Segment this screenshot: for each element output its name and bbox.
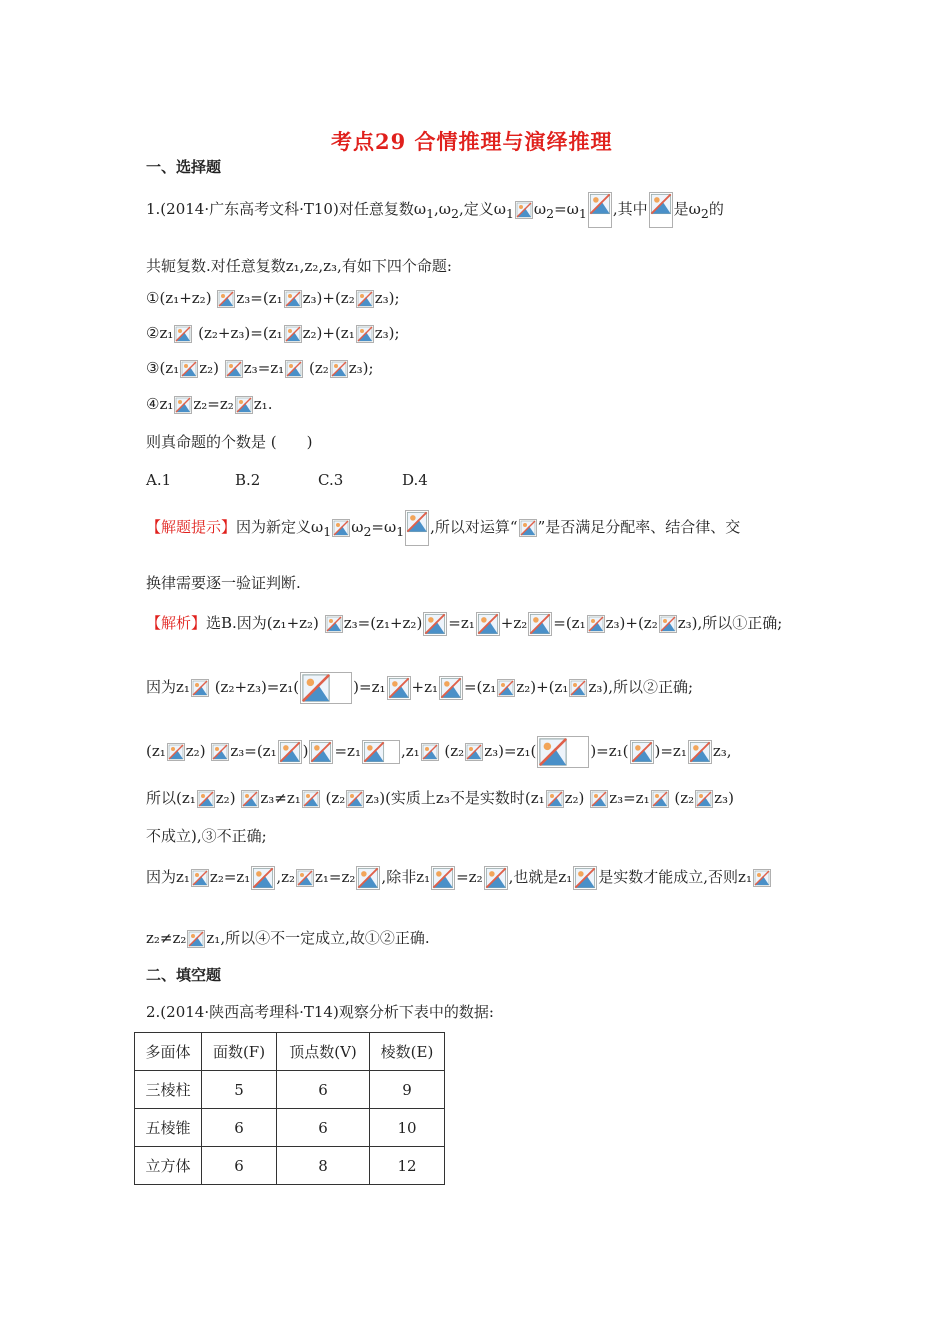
broken-image-icon <box>174 325 192 343</box>
broken-image-icon <box>519 519 537 537</box>
solution-line6: 因为z₁ z₂=z₁ ,z₂ z₁=z₂ ,除非z₁ =z₂ ,也就是z₁ 是实数才能成立,否则z₁ <box>146 866 772 890</box>
q1-prop2: ②z₁ (z₂+z₃)=(z₁ z₂)+(z₁ z₃); <box>146 324 400 342</box>
table-cell: 6 <box>277 1109 370 1147</box>
broken-image-icon <box>302 790 320 808</box>
broken-image-icon <box>465 743 483 761</box>
table-cell: 6 <box>202 1147 277 1185</box>
table-cell: 五棱锥 <box>135 1109 202 1147</box>
broken-image-icon <box>588 192 612 228</box>
table-cell: 9 <box>370 1071 445 1109</box>
broken-image-icon <box>497 679 515 697</box>
q1-prop3: ③(z₁ z₂) z₃=z₁ (z₂ z₃); <box>146 359 374 377</box>
broken-image-icon <box>217 290 235 308</box>
table-row <box>135 1109 445 1147</box>
q1-line1: 1.(2014·广东高考文科·T10)对任意复数$\omega_1,\omega_2$,定义$\omega_1$ $\omega_2=\omega_1$ ,其中 是$\omega_2$的 <box>146 192 724 228</box>
broken-image-icon <box>191 869 209 887</box>
q1-option-b: B.2 <box>235 471 261 489</box>
broken-image-icon <box>476 612 500 636</box>
broken-image-icon <box>587 615 605 633</box>
broken-image-icon <box>225 360 243 378</box>
solution-line1: 【解析】选B.因为(z₁+z₂) z₃=(z₁+z₂) =z₁ +z₂ =(z₁ z₃)+(z₂ z₃),所以①正确; <box>146 612 782 636</box>
hint-tag: 【解题提示】 <box>146 518 237 536</box>
table-cell: 5 <box>202 1071 277 1109</box>
q2-text: 2.(2014·陕西高考理科·T14)观察分析下表中的数据: <box>146 1003 494 1021</box>
solution-line2: 因为z₁ (z₂+z₃)=z₁( )=z₁ +z₁ =(z₁ z₂)+(z₁ z₃),所以②正确; <box>146 672 693 704</box>
q1-question: 则真命题的个数是 ( ) <box>146 433 313 451</box>
broken-image-icon <box>431 866 455 890</box>
broken-image-icon <box>569 679 587 697</box>
broken-image-icon <box>174 396 192 414</box>
table-header-row <box>135 1033 445 1071</box>
hint-line2: 换律需要逐一验证判断. <box>146 574 301 592</box>
table-cell: 6 <box>202 1109 277 1147</box>
broken-image-icon <box>346 790 364 808</box>
hint-line1: 【解题提示】因为新定义$\omega_1$ $\omega_2=\omega_1$ ,所以对运算“ ”是否满足分配率、结合律、交 <box>146 510 740 546</box>
broken-image-icon <box>356 325 374 343</box>
table-header-cell: 棱数(E) <box>370 1033 445 1071</box>
table-row <box>135 1071 445 1109</box>
broken-image-icon <box>484 866 508 890</box>
broken-image-icon <box>423 612 447 636</box>
table-header-cell: 多面体 <box>135 1033 202 1071</box>
solution-line7: z₂≠z₂ z₁,所以④不一定成立,故①②正确. <box>146 929 430 947</box>
q1-line2: 共轭复数.对任意复数z₁,z₂,z₃,有如下四个命题: <box>146 257 452 275</box>
table-cell: 立方体 <box>135 1147 202 1185</box>
broken-image-icon <box>573 866 597 890</box>
broken-image-icon <box>325 615 343 633</box>
q1-option-c: C.3 <box>318 471 344 489</box>
broken-image-icon <box>421 743 439 761</box>
broken-image-icon <box>649 192 673 228</box>
table-row <box>135 1147 445 1185</box>
broken-image-icon <box>180 360 198 378</box>
solution-line3: (z₁ z₂) z₃=(z₁ ) =z₁ ,z₁ (z₂ z₃)=z₁( )=z₁( )=z₁ z₃, <box>146 736 732 768</box>
broken-image-icon <box>241 790 259 808</box>
broken-image-icon <box>187 930 205 948</box>
table-cell: 8 <box>277 1147 370 1185</box>
broken-image-icon <box>515 201 533 219</box>
broken-image-icon <box>191 679 209 697</box>
broken-image-icon <box>362 740 400 764</box>
broken-image-icon <box>439 676 463 700</box>
broken-image-icon <box>356 290 374 308</box>
broken-image-icon <box>688 740 712 764</box>
broken-image-icon <box>546 790 564 808</box>
broken-image-icon <box>405 510 429 546</box>
broken-image-icon <box>296 869 314 887</box>
polyhedra-table <box>134 1032 445 1185</box>
table-cell: 12 <box>370 1147 445 1185</box>
broken-image-icon <box>235 396 253 414</box>
broken-image-icon <box>659 615 677 633</box>
solution-line5: 不成立),③不正确; <box>146 827 267 845</box>
broken-image-icon <box>651 790 669 808</box>
broken-image-icon <box>387 676 411 700</box>
broken-image-icon <box>590 790 608 808</box>
broken-image-icon <box>278 740 302 764</box>
broken-image-icon <box>251 866 275 890</box>
page-title: 考点29 合情推理与演绎推理 <box>331 129 613 154</box>
table-cell: 6 <box>277 1071 370 1109</box>
broken-image-icon <box>284 290 302 308</box>
broken-image-icon <box>309 740 333 764</box>
section-heading-choice: 一、选择题 <box>146 158 222 176</box>
broken-image-icon <box>332 519 350 537</box>
broken-image-icon <box>300 672 352 704</box>
broken-image-icon <box>356 866 380 890</box>
section-heading-fill: 二、填空题 <box>146 966 222 984</box>
broken-image-icon <box>285 360 303 378</box>
broken-image-icon <box>330 360 348 378</box>
q1-option-d: D.4 <box>402 471 428 489</box>
broken-image-icon <box>211 743 229 761</box>
q1-option-a: A.1 <box>146 471 172 489</box>
table-header-cell: 面数(F) <box>202 1033 277 1071</box>
q1-prop4: ④z₁ z₂=z₂ z₁. <box>146 395 273 413</box>
broken-image-icon <box>284 325 302 343</box>
table-cell: 三棱柱 <box>135 1071 202 1109</box>
broken-image-icon <box>537 736 589 768</box>
broken-image-icon <box>630 740 654 764</box>
solution-line4: 所以(z₁ z₂) z₃≠z₁ (z₂ z₃)(实质上z₃不是实数时(z₁ z₂) z₃=z₁ (z₂ z₃) <box>146 789 734 807</box>
broken-image-icon <box>753 869 771 887</box>
solution-tag: 【解析】 <box>146 614 207 632</box>
broken-image-icon <box>197 790 215 808</box>
table-header-cell: 顶点数(V) <box>277 1033 370 1071</box>
table-cell: 10 <box>370 1109 445 1147</box>
broken-image-icon <box>528 612 552 636</box>
broken-image-icon <box>695 790 713 808</box>
q1-prop1: ①(z₁+z₂) z₃=(z₁ z₃)+(z₂ z₃); <box>146 289 400 307</box>
broken-image-icon <box>167 743 185 761</box>
